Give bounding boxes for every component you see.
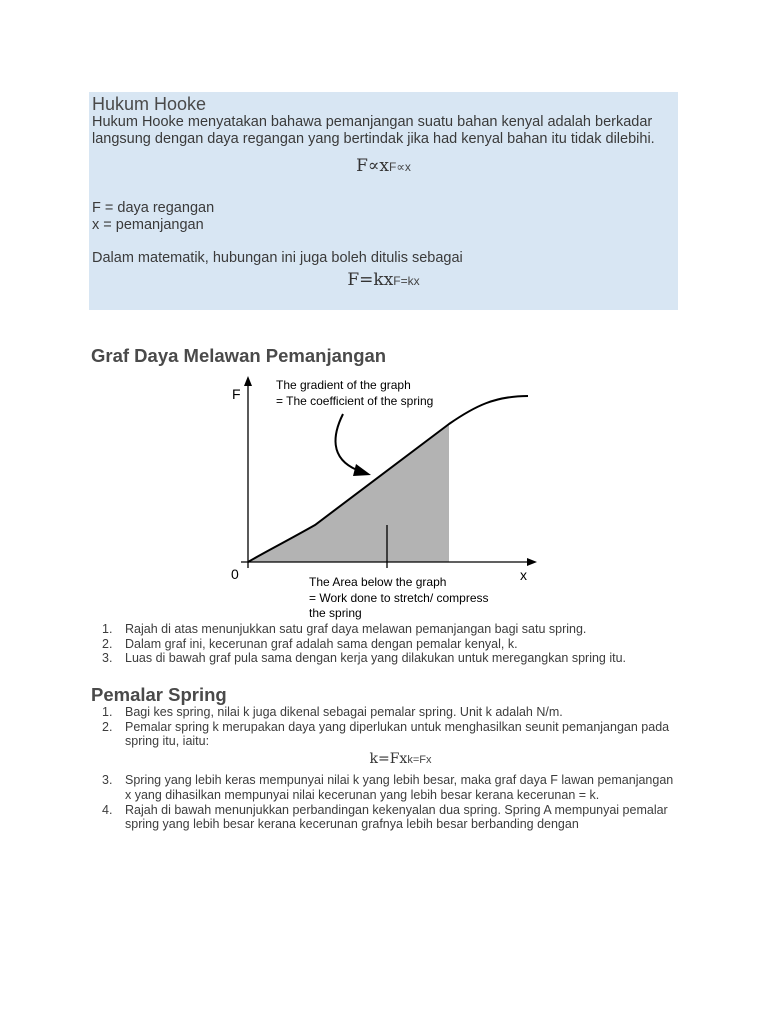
list-text: Dalam graf ini, kecerunan graf adalah sama dengan pemalar kenyal, k. [125, 636, 518, 651]
graph-explanation-list [96, 622, 676, 666]
hooke-info-box [89, 92, 678, 310]
list-number: 3. [102, 651, 113, 666]
spring-section-title: Pemalar Spring [91, 684, 227, 705]
list-number: 1. [102, 622, 113, 636]
list-number: 3. [102, 773, 113, 788]
area-annotation-2: = Work done to stretch/ compress [309, 591, 489, 605]
hooke-title: Hukum Hooke [92, 94, 207, 114]
formula-proportional-display: F∝x [356, 156, 389, 176]
x-axis-arrow [527, 558, 537, 566]
area-annotation-1: The Area below the graph [309, 575, 447, 589]
math-intro: Dalam matematik, hubungan ini juga boleh ditulis sebagai [92, 250, 463, 266]
list-text: Pemalar spring k merupakan daya yang diperlukan untuk menghasilkan seunit pemanjangan pada spring itu, iaitu: [125, 719, 670, 749]
area-annotation-3: the spring [309, 606, 362, 620]
list-text: Rajah di bawah menunjukkan perbandingan kekenyalan dua spring. Spring A mempunyai pemalar spring yang lebih besar kerana kecerunan grafnya lebih besar berbanding dengan [125, 802, 668, 832]
list-item [96, 705, 676, 720]
list-item [96, 803, 676, 832]
gradient-annotation-2: = The coefficient of the spring [276, 394, 434, 408]
f-axis-arrow [244, 376, 252, 386]
list-text: Luas di bawah graf pula sama dengan kerja yang dilakukan untuk meregangkan spring itu. [125, 651, 627, 666]
spring-constant-list [96, 705, 676, 832]
formula-linear-alt: F=kx [393, 274, 420, 288]
gradient-pointer [335, 414, 357, 470]
formula-spring-constant-display: k=Fx [369, 750, 408, 767]
formula-spring-constant [125, 752, 676, 768]
list-number: 1. [102, 705, 113, 719]
area-under-graph [248, 424, 449, 562]
list-text: Spring yang lebih keras mempunyai nilai k yang lebih besar, maka graf daya F lawan pemanjangan x yang dihasilkan mempunyai nilai kecerunan yang lebih besar kerana kecerunan = k. [125, 773, 674, 802]
f-axis-label: F [232, 386, 241, 402]
list-text: Rajah di atas menunjukkan satu graf daya melawan pemanjangan bagi satu spring. [125, 622, 587, 636]
formula-linear [92, 270, 675, 290]
list-item [96, 773, 676, 802]
force-extension-graph [225, 372, 545, 622]
hooke-definition: Hukum Hooke menyatakan bahawa pemanjangan suatu bahan kenyal adalah berkadar langsung dengan daya regangan yang bertindak jika had kenyal bahan itu tidak dilebihi. [92, 114, 655, 147]
graph-section-title: Graf Daya Melawan Pemanjangan [91, 345, 387, 366]
list-item [96, 720, 676, 768]
variable-f: F = daya regangan [92, 200, 215, 216]
list-number: 2. [102, 719, 113, 734]
variable-x: x = pemanjangan [92, 217, 204, 233]
list-item [96, 651, 676, 666]
x-axis-label: x [520, 567, 527, 583]
list-item [96, 622, 676, 637]
formula-proportional [92, 156, 675, 176]
gradient-pointer-arrowhead [353, 464, 371, 476]
formula-linear-display: F=kx [347, 270, 394, 290]
list-text: Bagi kes spring, nilai k juga dikenal sebagai pemalar spring. Unit k adalah N/m. [125, 705, 563, 719]
list-number: 4. [102, 802, 113, 817]
origin-label: 0 [231, 566, 239, 582]
list-number: 2. [102, 636, 113, 651]
gradient-annotation-1: The gradient of the graph [276, 378, 411, 392]
formula-spring-constant-alt: k=Fx [407, 753, 432, 766]
list-item [96, 637, 676, 652]
formula-proportional-alt: F∝x [388, 160, 411, 174]
